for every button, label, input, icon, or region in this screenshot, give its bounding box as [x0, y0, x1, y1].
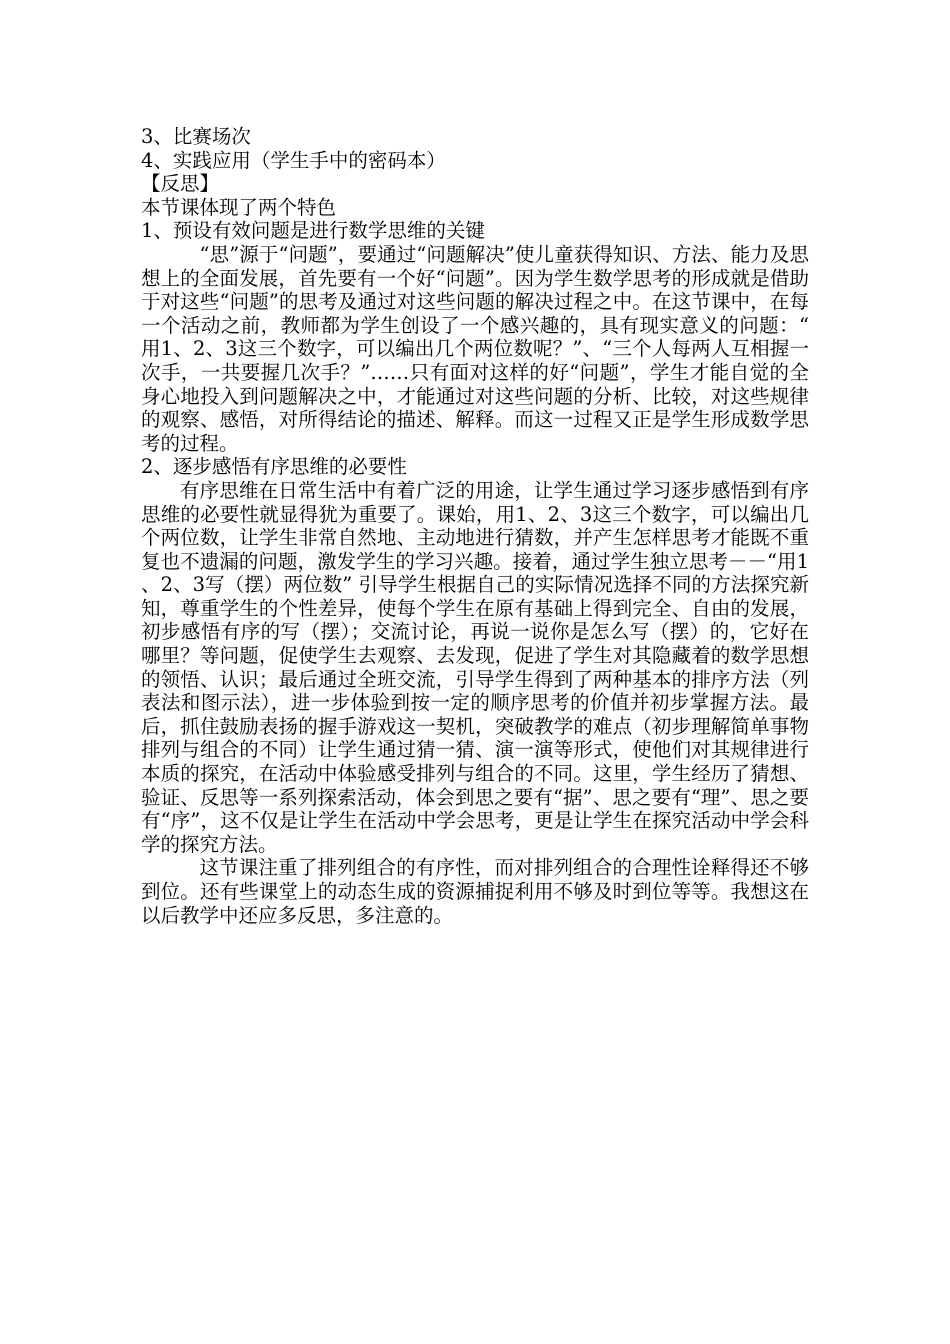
- closing-paragraph: 这节课注重了排列组合的有序性，而对排列组合的合理性诠释得还不够到位。还有些课堂上的动态生成的资源捕捉利用不够及时到位等等。我想这在以后教学中还应多反思，多注意的。: [141, 856, 809, 927]
- section-title-1: 1、预设有效问题是进行数学思维的关键: [141, 219, 485, 243]
- section-body-1: “思”源于“问题”，要通过“问题解决”使儿童获得知识、方法、能力及思想上的全面发展，首先要有一个好“问题”。因为学生数学思考的形成就是借助于对这些“问题”的思考及通过对这些问题的解决过程之中。在这节课中，在每一个活动之前，教师都为学生创设了一个感兴趣的，具有现实意义的问题：“用1、2、3这三个数字，可以编出几个两位数呢？”、“三个人每两人互相握一次手，一共要握几次手？”……只有面对这样的好“问题”，学生才能自觉的全身心地投入到问题解决之中，才能通过对这些问题的分析、比较，对这些规律的观察、感悟，对所得结论的描述、解释。而这一过程又正是学生形成数学思考的过程。: [141, 242, 809, 455]
- section-title-2: 2、逐步感悟有序思维的必要性: [141, 455, 407, 479]
- list-item: 3、比赛场次: [141, 125, 251, 148]
- document-page: [141, 125, 809, 927]
- reflection-heading: 【反思】: [141, 172, 220, 196]
- section-body-2: 有序思维在日常生活中有着广泛的用途，让学生通过学习逐步感悟到有序思维的必要性就显得犹为重要了。课始，用1、2、3这三个数字，可以编出几个两位数，让学生非常自然地、主动地进行猜数，并产生怎样思考才能既不重复也不遗漏的问题，激发学生的学习兴趣。接着，通过学生独立思考－－“用1、2、3写（摆）两位数” 引导学生根据自己的实际情况选择不同的方法探究新知，尊重学生的个性差异，使每个学生在原有基础上得到完全、自由的发展，初步感悟有序的写（摆）；交流讨论，再说一说你是怎么写（摆）的，它好在哪里？等问题，促使学生去观察、去发现，促进了学生对其隐藏着的数学思想的领悟、认识；最后通过全班交流，引导学生得到了两种基本的排序方法（列表法和图示法），进一步体验到按一定的顺序思考的价值并初步掌握方法。最后，抓住鼓励表扬的握手游戏这一契机，突破教学的难点（初步理解简单事物排列与组合的不同）让学生通过猜一猜、演一演等形式，使他们对其规律进行本质的探究，在活动中体验感受排列与组合的不同。这里，学生经历了猜想、验证、反思等一系列探索活动，体会到思之要有“据”、思之要有“理”、思之要有“序”，这不仅是让学生在活动中学会思考，更是让学生在探究活动中学会科学的探究方法。: [141, 478, 809, 856]
- reflection-intro: 本节课体现了两个特色: [141, 195, 337, 219]
- list-item: 4、实践应用（学生手中的密码本）: [141, 148, 446, 172]
